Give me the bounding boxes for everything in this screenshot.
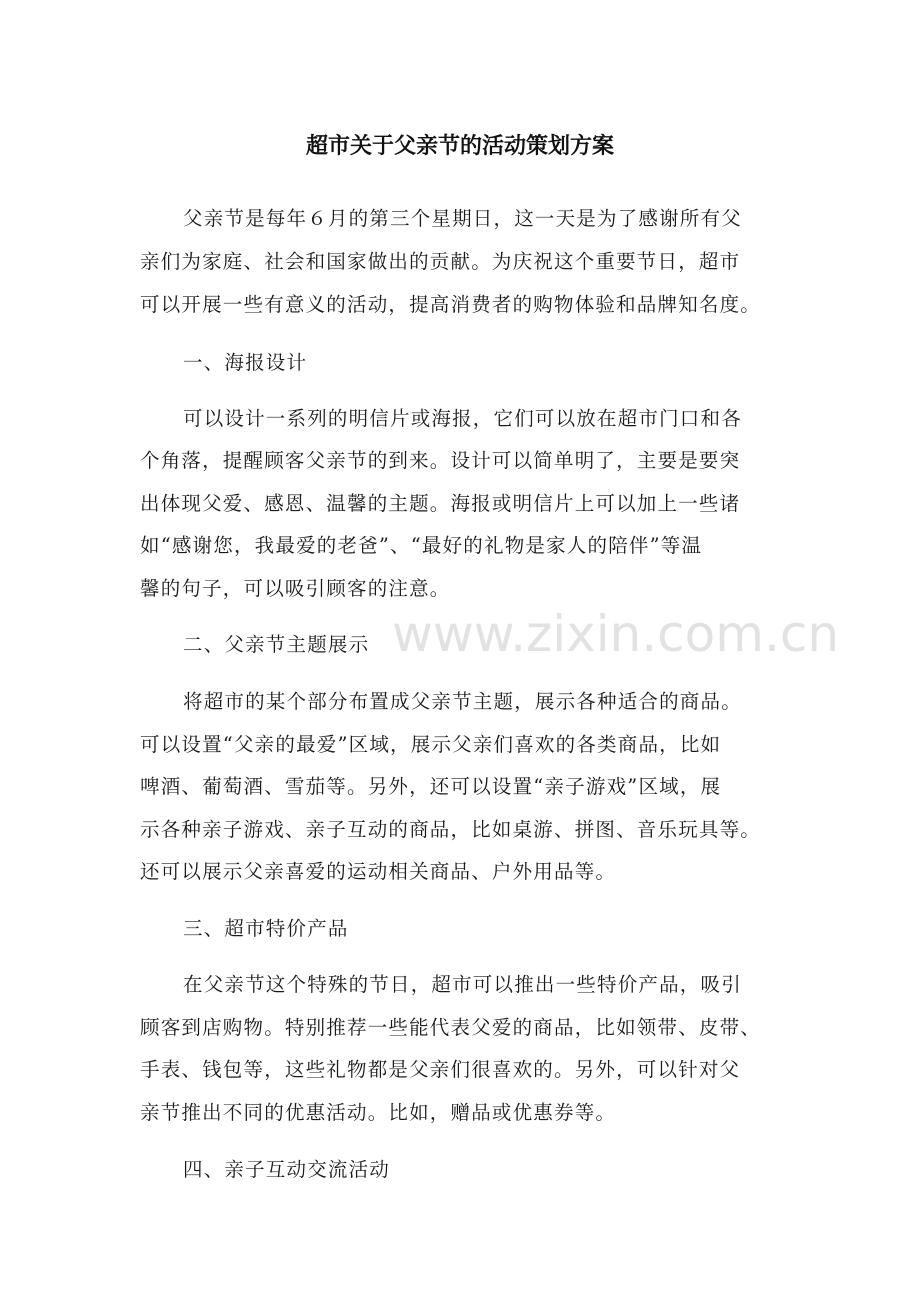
intro-line: 亲们为家庭、社会和国家做出的贡献。为庆祝这个重要节日，超市: [140, 250, 741, 273]
paragraph-line: 在父亲节这个特殊的节日，超市可以推出一些特价产品，吸引: [183, 973, 742, 996]
paragraph-line: 馨的句子，可以吸引顾客的注意。: [140, 577, 451, 600]
paragraph-line: 亲节推出不同的优惠活动。比如，赠品或优惠券等。: [140, 1101, 617, 1124]
paragraph-line: 可以设置“父亲的最爱”区域，展示父亲们喜欢的各类商品，比如: [140, 733, 722, 756]
section-heading: 一、海报设计: [183, 351, 308, 374]
intro-line: 可以开展一些有意义的活动，提高消费者的购物体验和品牌知名度。: [140, 293, 762, 316]
paragraph-line: 还可以展示父亲喜爱的运动相关商品、户外用品等。: [140, 860, 617, 883]
paragraph-line: 示各种亲子游戏、亲子互动的商品，比如桌游、拼图、音乐玩具等。: [140, 818, 762, 841]
section-heading: 三、超市特价产品: [183, 917, 349, 940]
paragraph-line: 出体现父爱、感恩、温馨的主题。海报或明信片上可以加上一些诸: [140, 492, 741, 515]
document-title: 超市关于父亲节的活动策划方案: [305, 134, 614, 159]
section-heading: 二、父亲节主题展示: [183, 633, 370, 656]
paragraph-line: 手表、钱包等，这些礼物都是父亲们很喜欢的。另外，可以针对父: [140, 1058, 741, 1081]
paragraph-line: 啤酒、葡萄酒、雪茄等。另外，还可以设置“亲子游戏”区域，展: [140, 775, 722, 798]
paragraph-line: 可以设计一系列的明信片或海报，它们可以放在超市门口和各: [183, 407, 742, 430]
paragraph-line: 如“感谢您，我最爱的老爸”、“最好的礼物是家人的陪伴”等温: [140, 534, 703, 557]
paragraph-line: 顾客到店购物。特别推荐一些能代表父爱的商品，比如领带、皮带、: [140, 1016, 762, 1039]
watermark: www.zixin.com.cn: [392, 605, 840, 663]
intro-line: 父亲节是每年６月的第三个星期日，这一天是为了感谢所有父: [183, 207, 742, 230]
section-heading: 四、亲子互动交流活动: [183, 1158, 391, 1181]
paragraph-line: 个角落，提醒顾客父亲节的到来。设计可以简单明了，主要是要突: [140, 449, 741, 472]
paragraph-line: 将超市的某个部分布置成父亲节主题，展示各种适合的商品。: [183, 690, 742, 713]
